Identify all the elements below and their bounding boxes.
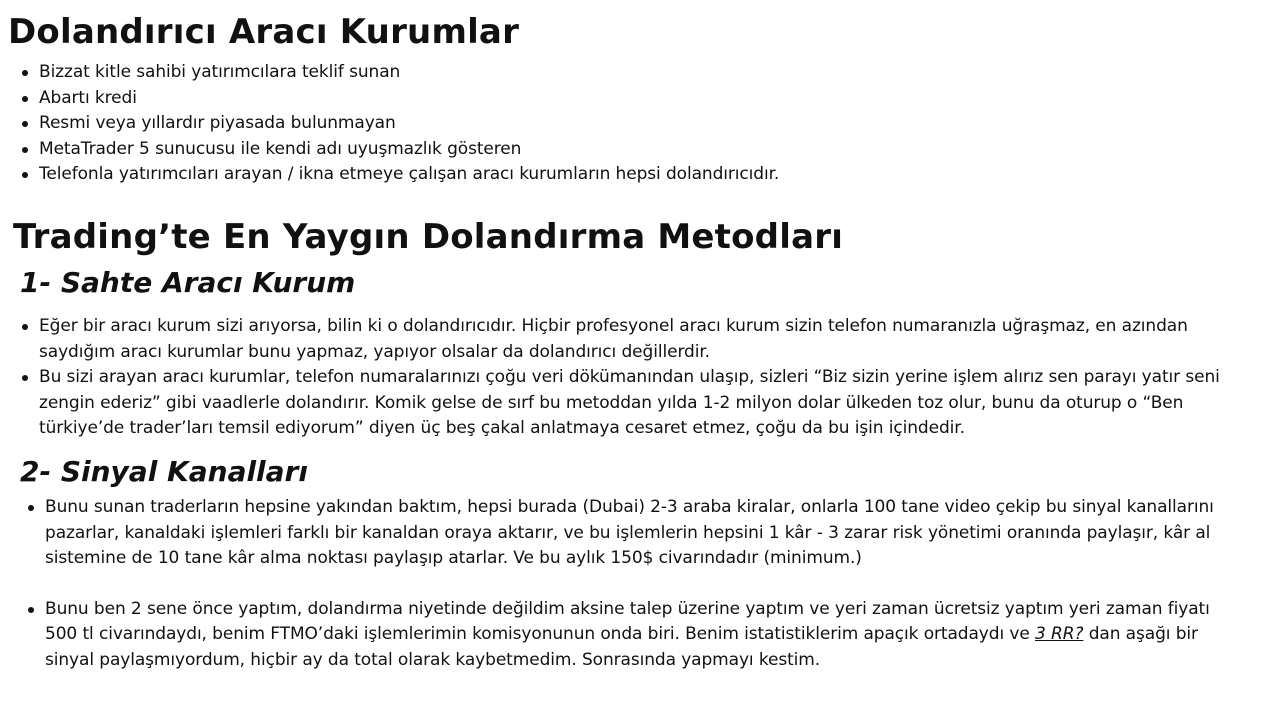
list-item: Abartı kredi (39, 86, 1280, 112)
rr-link[interactable]: 3 RR? (1035, 624, 1084, 644)
subsection-sahte-araci-kurum (20, 266, 1280, 300)
subsection-title: 1- Sahte Aracı Kurum (20, 266, 356, 299)
list-item: Telefonla yatırımcıları arayan / ikna etmeye çalışan aracı kurumların hepsi dolandırıcıdır. (39, 162, 1280, 188)
list-item: Resmi veya yıllardır piyasada bulunmayan (39, 111, 1280, 137)
bullet-list (45, 495, 1235, 673)
list-item-text: dan aşağı bir sinyal paylaşmıyordum, hiçbir ay da total olarak kaybetmedim. Sonrasında yapmayı kestim. (45, 624, 1198, 670)
section-title: Dolandırıcı Aracı Kurumlar (8, 12, 520, 52)
bullet-list (39, 314, 1239, 442)
subsection-sinyal-kanallari (20, 455, 1280, 489)
list-item: MetaTrader 5 sunucusu ile kendi adı uyuşmazlık gösteren (39, 137, 1280, 163)
list-item: Bu sizi arayan aracı kurumlar, telefon numaralarınızı çoğu veri dökümanından ulaşıp, sizleri “Biz sizin yerine işlem alırız sen parayı yatır seni zengin ederiz” gibi vaadlerle dolandırır. Komik gelse de sırf bu metoddan yılda 1-2 milyon dolar ülkeden toz olur, bunu da oturup o “Ben türkiye’de trader’ları temsil ediyorum” diyen üç beş çakal anlatmaya cesaret etmez, çoğu da bu işin içindedir. (39, 365, 1239, 442)
section-dolandirici-araci-kurumlar (8, 12, 1280, 52)
list-item: Bunu sunan traderların hepsine yakından baktım, hepsi burada (Dubai) 2-3 araba kiralar, onlarla 100 tane video çekip bu sinyal kanallarını pazarlar, kanaldaki işlemleri farklı bir kanaldan oraya aktarır, ve bu işlemlerin hepsini 1 kâr - 3 zarar risk yönetimi oranında paylaşır, kâr al sistemine de 10 tane kâr alma noktası paylaşıp atarlar. Ve bu aylık 150$ civarındadır (minimum.) (45, 495, 1235, 572)
list-item-text: Bunu ben 2 sene önce yaptım, dolandırma niyetinde değildim aksine talep üzerine yaptım ve yeri zaman ücretsiz yaptım yeri zaman fiyatı 500 tl civarındaydı, benim FTMO’daki işlemlerimin komisyonunun onda biri. Benim istatistiklerim apaçık ortadaydı ve (45, 598, 1210, 644)
section-dolandirma-metodlari (13, 217, 1280, 257)
bullet-list (39, 60, 1280, 188)
section-title: Trading’te En Yaygın Dolandırma Metodları (13, 217, 844, 257)
subsection-title: 2- Sinyal Kanalları (20, 455, 308, 488)
list-item: Bizzat kitle sahibi yatırımcılara teklif sunan (39, 60, 1280, 86)
list-item: Eğer bir aracı kurum sizi arıyorsa, bilin ki o dolandırıcıdır. Hiçbir profesyonel aracı kurum sizin telefon numaranızla uğraşmaz, en azından saydığım aracı kurumlar bunu yapmaz, yapıyor olsalar da dolandırıcı değillerdir. (39, 314, 1239, 365)
list-item (45, 597, 1235, 674)
